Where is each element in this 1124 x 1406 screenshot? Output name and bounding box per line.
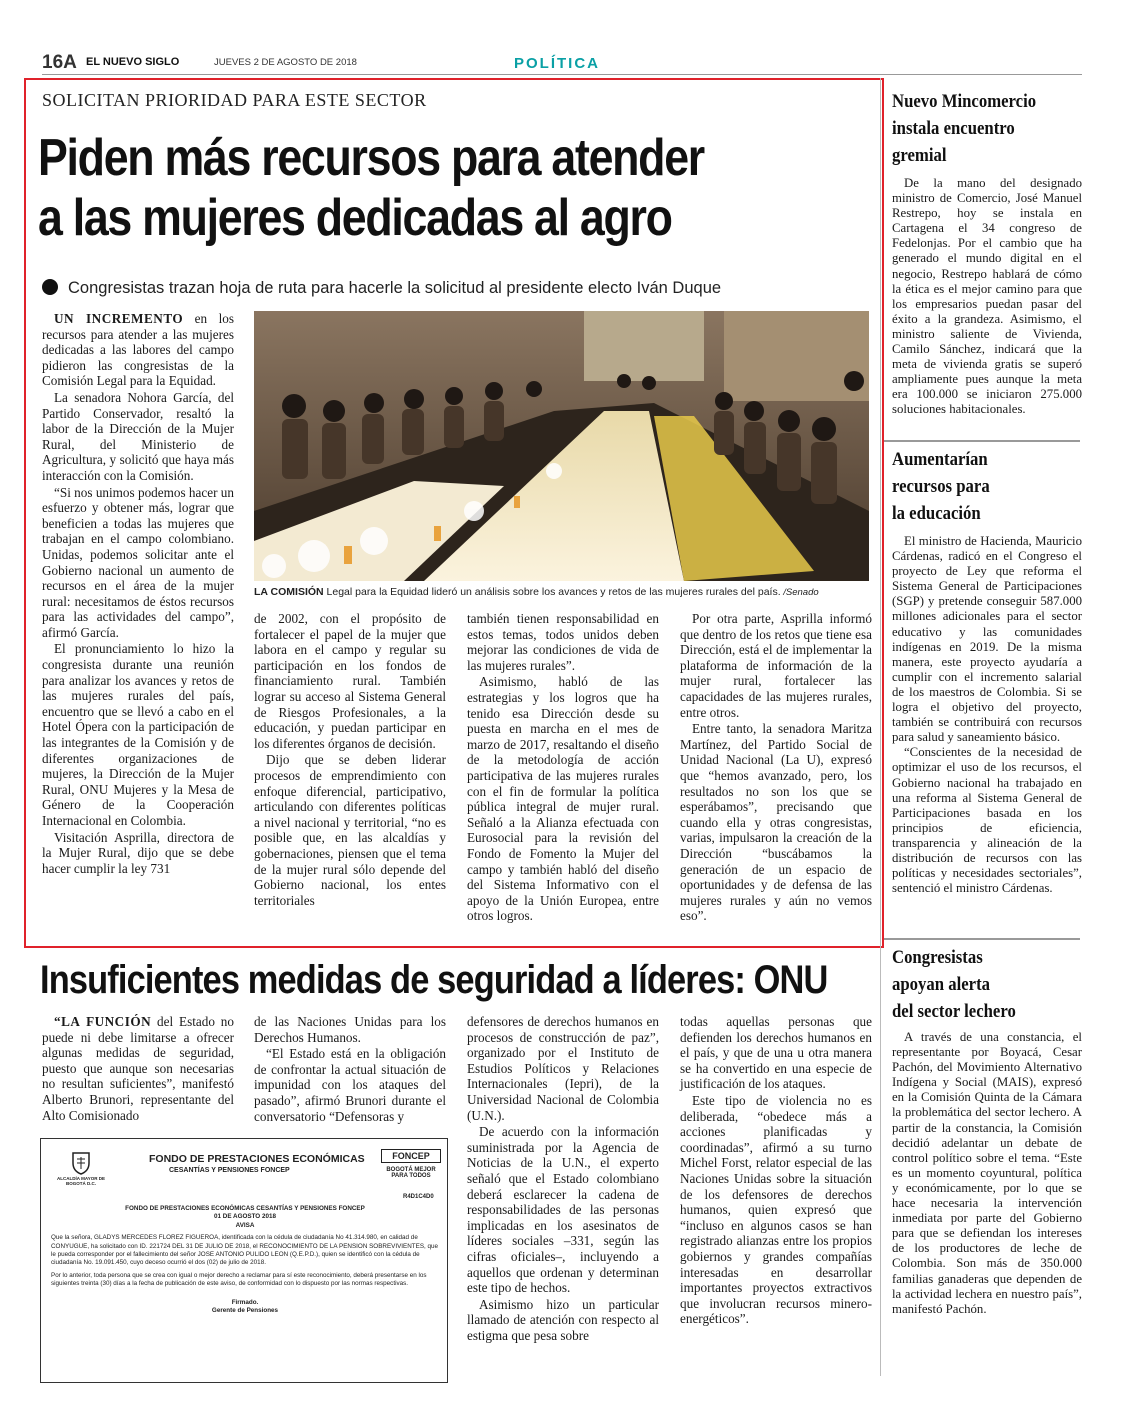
headline-line: recursos para bbox=[892, 476, 990, 497]
paragraph: Asimismo hizo un particular llamado de atención con respecto al estigma que pesa sobre bbox=[467, 1296, 659, 1343]
bullet-icon bbox=[42, 279, 58, 295]
headline-line: gremial bbox=[892, 145, 947, 166]
coat-of-arms-icon bbox=[71, 1151, 91, 1175]
ad-line: 01 DE AGOSTO 2018 bbox=[214, 1213, 276, 1221]
ad-line: AVISA bbox=[235, 1221, 255, 1229]
header-rule bbox=[42, 74, 1082, 75]
onu-column-3 bbox=[467, 1014, 659, 1344]
article-subhead bbox=[42, 279, 721, 298]
headline-line: Nuevo Mincomercio bbox=[892, 91, 1037, 112]
paragraph: Visitación Asprilla, directora de la Mujer Rural, dijo que se debe hacer cumplir la ley 731 bbox=[42, 829, 234, 876]
headline-line: del sector lechero bbox=[892, 1001, 1016, 1022]
photo-caption bbox=[254, 586, 874, 598]
article-column-3 bbox=[467, 611, 659, 925]
foncep-logo bbox=[381, 1149, 441, 1179]
sidebar-headline-2 bbox=[892, 446, 990, 527]
onu-column-1 bbox=[42, 1014, 234, 1124]
newspaper-name: EL NUEVO SIGLO bbox=[86, 56, 180, 68]
ad-body bbox=[51, 1205, 439, 1315]
bogota-logo-text: BOGOTÁ MEJOR PARA TODOS bbox=[386, 1167, 436, 1179]
caption-lead: LA COMISIÓN bbox=[254, 586, 324, 598]
onu-column-4 bbox=[680, 1014, 872, 1328]
paragraph: “Conscientes de la necesidad de optimizar el uso de los recursos, el Gobierno nacional ha trabajado en una reforma al Sistema General de Participaciones basada en los principios de eficiencia, transparencia y alineación de la distribución de recursos con las políticas y necesidades sectoriales”, sentenció el ministro Cárdenas. bbox=[892, 745, 1082, 896]
caption-text: Legal para la Equidad lideró un análisis sobre los avances y retos de las mujeres rurales del país. bbox=[323, 586, 781, 598]
headline-line-2: a las mujeres dedicadas al agro bbox=[38, 189, 672, 247]
paragraph: De la mano del designado ministro de Comercio, José Manuel Restrepo, hoy se instala en Cartagena el 34 congreso de Fedelonjas. Por el cambio que ha generado el mundo digital en el negocio, Restrepo hablará de cómo la ética es el mejor camino para que los empresarios puedan pasar del éxito a la grandeza. Asimismo, el ministro saliente de Vivienda, Camilo Sánchez, indicará que la meta de vivienda gratis se superó ampliamente pues aunque la meta era 100.000 se iniciaron 275.000 soluciones habitacionales. bbox=[892, 176, 1082, 417]
sidebar-rule bbox=[884, 440, 1080, 442]
ad-signature: Firmado. bbox=[231, 1298, 259, 1306]
sidebar-rule bbox=[884, 938, 1080, 940]
paragraph: de 2002, con el propósito de fortalecer el papel de la mujer que labora en el campo y regular su participación en los fondos de financiamiento rural. También lograr su acceso al Sistema General de Riesgos Profesionales, a la educación, y puedan participar en los diferentes órganos de decisión. bbox=[254, 611, 446, 751]
sidebar-headline-1 bbox=[892, 88, 1036, 169]
paragraph: Por otra parte, Asprilla informó que dentro de los retos que tiene esa Dirección, está el de implementar la plataforma de información de la mujer rural, fortalecer las capacidades de las mujeres rurales, entre otros. bbox=[680, 611, 872, 720]
paragraph: “El Estado está en la obligación de confrontar la actual situación de impunidad con los ataques del pasado”, afirmó Brunori durante el conversatorio “Defensoras y bbox=[254, 1046, 446, 1124]
headline-line: apoyan alerta bbox=[892, 974, 990, 995]
article-photo bbox=[254, 311, 869, 581]
ad-line: FONDO DE PRESTACIONES ECONÓMICAS CESANTÍAS Y PENSIONES FONCEP bbox=[125, 1205, 365, 1212]
ad-title: FONDO DE PRESTACIONES ECONÓMICAS bbox=[149, 1153, 365, 1165]
ad-code: R4D1C4D0 bbox=[403, 1194, 434, 1200]
paragraph: Este tipo de violencia no es deliberada, “obedece más a acciones planificadas y coordinadas”, afirmó a su turno Michel Forst, relator especial de las Naciones Unidas sobre la situación de los defensores de derechos humanos, quien expresó que “incluso en algunos casos se han registrado alianzas entre los propios gobiernos y grandes compañías interesadas en desarrollar importantes proyectos extractivos que involucran recursos minero-energéticos”. bbox=[680, 1092, 872, 1327]
paragraph: La senadora Nohora García, del Partido Conservador, resaltó la labor de la Dirección de la Mujer Rural, del Ministerio de Agricultura, y solicitó que haya más interacción con la Comisión. bbox=[42, 389, 234, 483]
paragraph: El ministro de Hacienda, Mauricio Cárdenas, radicó en el Congreso el proyecto de Ley que reforma el Sistema General de Participaciones (SGP) y pretende conseguir 587.000 millones adicionales para el sector educativo y las comunidades indígenas en 2019. De la misma manera, este proyecto ayudaría a cumplir con el incremento salarial de los maestros de Colombia. Si se logra el objetivo del proyecto, también se contribuirá con recursos para salud y saneamiento básico. bbox=[892, 534, 1082, 745]
lead-in: UN INCREMENTO bbox=[54, 311, 184, 326]
headline-line-1: Piden más recursos para atender bbox=[38, 129, 704, 187]
meeting-photo-illustration bbox=[254, 311, 869, 581]
alcaldia-logo-text: ALCALDÍA MAYOR DE BOGOTÁ D.C. bbox=[57, 1176, 105, 1186]
headline-line: Congresistas bbox=[892, 947, 983, 968]
article-headline bbox=[38, 128, 760, 248]
ad-signature-role: Gerente de Pensiones bbox=[211, 1307, 279, 1315]
sidebar-headline-3 bbox=[892, 944, 1016, 1025]
paragraph: El pronunciamiento lo hizo la congresista durante una reunión para analizar los avances y retos de las mujeres rurales del país, encuentro que se llevó a cabo en el Hotel Ópera con la participación de las integrantes de la Comisión y de diferentes organizaciones de mujeres, la Dirección de la Mujer Rural, ONU Mujeres y la Mesa de Género de la Cooperación Internacional en Colombia. bbox=[42, 641, 234, 828]
paragraph: Dijo que se deben liderar procesos de emprendimiento con enfoque diferencial, participativo, articulando con diferentes políticas a nivel nacional y territorial, “no es posible que, en las alcaldías y gobernaciones, piensen que el tema de la mujer rural sólo depende del Gobierno nacional, los entes territoriales bbox=[254, 752, 446, 908]
onu-column-2 bbox=[254, 1014, 446, 1125]
page-number: 16A bbox=[42, 52, 77, 73]
alcaldia-logo bbox=[51, 1151, 111, 1186]
paragraph: todas aquellas personas que defienden los derechos humanos en el país, y que de una u otra manera se ha convertido en una especie de justificación de los ataques. bbox=[680, 1014, 872, 1092]
article-column-4 bbox=[680, 611, 872, 925]
ad-paragraph: Por lo anterior, toda persona que se crea con igual o mejor derecho a reclamar para sí este reconocimiento, deberá presentarse en los siguientes treinta (30) días a la fecha de publicación de este aviso, de conformidad con lo dispuesto por las normas respectivas. bbox=[51, 1271, 427, 1288]
foncep-logo-text: FONCEP bbox=[381, 1149, 441, 1163]
caption-credit: /Senado bbox=[780, 587, 819, 598]
paragraph: Entre tanto, la senadora Maritza Martínez, del Partido Social de Unidad Nacional (La U), expresó que “hemos avanzado, pero, los resultados no son los que se esperábamos”, precisando que cuando ella y otras congresistas, varias, impulsaron la creación de la Dirección “buscábamos la generación de un espacio de oportunidades y de defensa de las mujeres rurales y aún no vemos eso”. bbox=[680, 721, 872, 924]
paragraph: “Si nos unimos podemos hacer un esfuerzo y obtener más, lograr que beneficien a todas las mujeres que trabajan en el campo colombiano. Unidas, podemos solicitar ante el Gobierno nacional un aumento de recursos en el área de la mujer rural: necesitamos de éstos recursos para las actividades del campo”, afirmó García. bbox=[42, 484, 234, 640]
paragraph: de las Naciones Unidas para los Derechos Humanos. bbox=[254, 1014, 446, 1045]
paragraph: también tienen responsabilidad en estos temas, todos unidos deben mejorar las condiciones de vida de las mujeres rurales”. bbox=[467, 611, 659, 673]
onu-headline: Insuficientes medidas de seguridad a líderes: ONU bbox=[40, 958, 828, 1002]
sidebar-story-3 bbox=[892, 1030, 1082, 1317]
headline-line: la educación bbox=[892, 503, 981, 524]
article-column-2 bbox=[254, 611, 446, 909]
section-name: POLÍTICA bbox=[514, 55, 600, 72]
paragraph: del Estado no puede ni debe limitarse a ofrecer algunas medidas de seguridad, puesto que aunque son necesarias no resultan suficientes”, manifestó Alberto Brunori, representante del Alto Comisionado bbox=[42, 1014, 234, 1123]
article-kicker: SOLICITAN PRIORIDAD PARA ESTE SECTOR bbox=[42, 90, 427, 110]
headline-line: instala encuentro bbox=[892, 118, 1015, 139]
paragraph: A través de una constancia, el representante por Boyacá, Cesar Pachón, del Movimiento Alternativo Indígena y Social (MAIS), expresó en la Comisión Quinta de la Cámara la problemática del sector lechero. A partir de la constancia, la Comisión decidió adelantar un debate de control político sobre el tema. “Este es un momento coyuntural, política y económicamente, por lo que se hace necesaria la intervención inmediata por parte del Gobierno para que se defiendan los intereses de los productores de leche de Colombia. Son más de 350.000 familias ganaderas que dependen de la actividad lechera en nuestro país”, manifestó Pachón. bbox=[892, 1030, 1082, 1316]
paragraph: De acuerdo con la información suministrada por la Agencia de Noticias de la U.N., el experto señaló que el Estado colombiano deberá esclarecer la cadena de responsabilidades de las personas implicadas en los asesinatos de líderes sociales –331, según las cifras oficiales–, incluyendo a aquellos que ordenan y determinan este tipo de hechos. bbox=[467, 1124, 659, 1296]
sidebar-story-2 bbox=[892, 534, 1082, 896]
legal-notice-ad bbox=[40, 1138, 448, 1383]
paragraph: defensores de derechos humanos en procesos de construcción de paz”, organizado por el Instituto de Estudios Políticos y Relaciones Internacionales (Iepri), de la Universidad Nacional de Colombia (U.N.). bbox=[467, 1014, 659, 1123]
headline-line: Aumentarían bbox=[892, 449, 988, 470]
paragraph: Asimismo, habló de las estrategias y los logros que ha tenido esa Dirección desde su puesta en marcha en el mes de marzo de 2017, resaltando el diseño de la metodología de acción participativa de las mujeres rurales con el fin de formular la política pública integral de mujer rural. Señaló a la Alianza efectuada con Eurosocial para la revisión del Fondo de Fomento la Mujer del campo y también habló del diseño del Sistema Informativo con el apoyo de la Unión Europea, entre otros logros. bbox=[467, 674, 659, 924]
paragraph: en los recursos para atender a las mujeres dedicadas a las labores del campo pidieron las congresistas de la Comisión Legal para la Equidad. bbox=[42, 311, 234, 389]
ad-subtitle: CESANTÍAS Y PENSIONES FONCEP bbox=[169, 1167, 290, 1174]
article-column-1 bbox=[42, 311, 234, 877]
lead-in: “LA FUNCIÓN bbox=[54, 1014, 152, 1029]
ad-paragraph: Que la señora, GLADYS MERCEDES FLOREZ FIGUEROA, identificada con la cédula de ciudadanía No 41.314.980, en calidad de CONYUGUE, ha solicitado con ID. 221724 DEL 31 DE JULIO DE 2018, el RECONOCIMIENTO DE LA PENSION SOBREVIVIENTES, que le pueda corresponder por el fallecimiento del señor JOSE ANTONIO PULIDO LEON (Q.E.P.D.), quien se identificó con la cédula de ciudadanía No. 19.091.450, cuyo deceso ocurrió el dos (02) de julio de 2018. bbox=[51, 1234, 439, 1267]
sidebar-story-1 bbox=[892, 176, 1082, 418]
subhead-text: Congresistas trazan hoja de ruta para hacerle la solicitud al presidente electo Iván Duque bbox=[68, 279, 722, 297]
publication-date: JUEVES 2 DE AGOSTO DE 2018 bbox=[214, 57, 357, 68]
page-header bbox=[42, 52, 1082, 74]
sidebar-divider bbox=[880, 78, 881, 1376]
